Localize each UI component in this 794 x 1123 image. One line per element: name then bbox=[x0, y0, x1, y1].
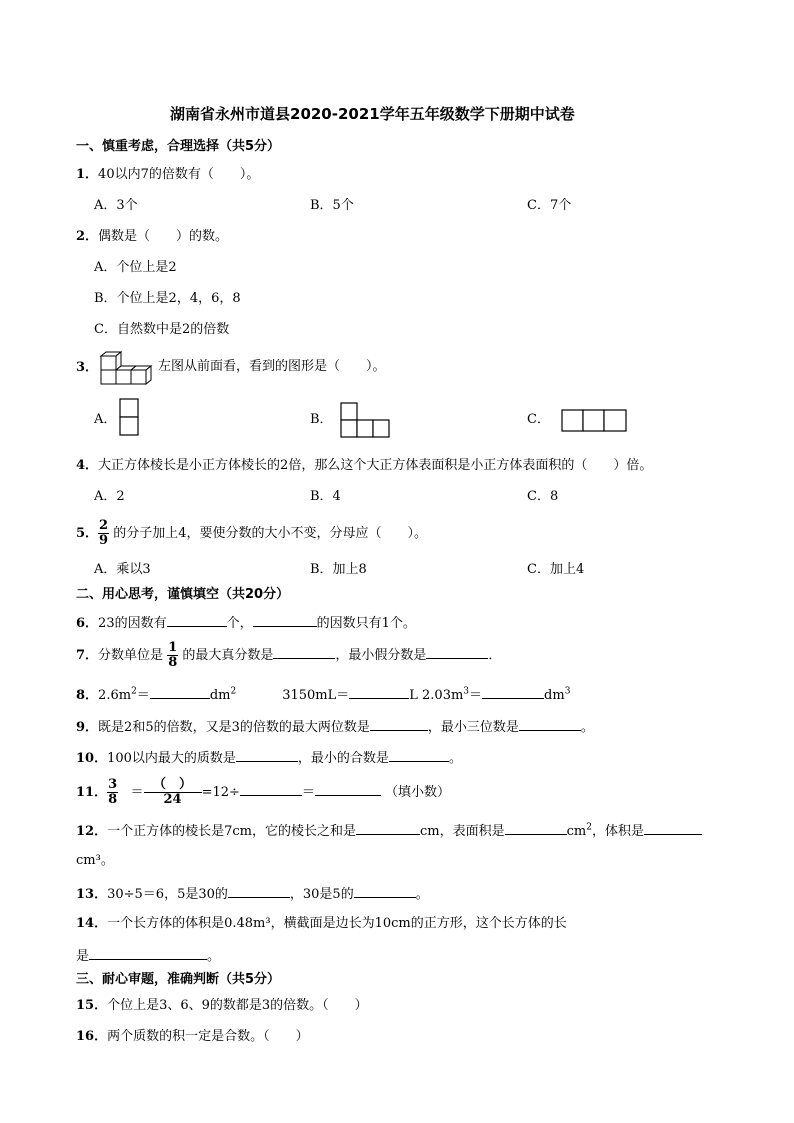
answer-blank[interactable] bbox=[167, 614, 227, 627]
answer-blank[interactable] bbox=[426, 646, 488, 659]
section-heading-1: 一、慎重考虑，合理选择（共5分） bbox=[76, 139, 281, 154]
question-5 bbox=[76, 516, 427, 552]
section-heading-3: 三、耐心审题，准确判断（共5分） bbox=[76, 972, 281, 987]
fraction-with-blank: $\frac{( )}{24}$ bbox=[144, 778, 202, 807]
question-number: 2． bbox=[76, 229, 99, 244]
q3-option-c-figure bbox=[561, 409, 629, 433]
answer-blank[interactable] bbox=[519, 718, 581, 731]
fraction: $\frac{2}{9}$ bbox=[99, 518, 109, 548]
question-3-text: 左图从前面看，看到的图形是（ ）。 bbox=[158, 359, 386, 374]
q4-option-c: C．8 bbox=[527, 489, 559, 504]
q3-option-b-label: B． bbox=[310, 412, 333, 427]
answer-blank[interactable] bbox=[273, 646, 335, 659]
q2-option-a: A．个位上是2 bbox=[94, 260, 177, 275]
q2-option-c: C．自然数中是2的倍数 bbox=[94, 322, 230, 337]
question-16: 16．两个质数的积一定是合数。（ ） bbox=[76, 1029, 309, 1044]
q5-option-a: A．乘以3 bbox=[94, 562, 151, 577]
q4-option-a: A．2 bbox=[94, 489, 125, 504]
section-heading-2: 二、用心思考，谨慎填空（共20分） bbox=[76, 587, 290, 602]
question-4 bbox=[76, 458, 652, 474]
q1-option-b: B．5个 bbox=[310, 198, 354, 213]
question-3-number: 3． bbox=[76, 360, 99, 375]
q5-option-c: C．加上4 bbox=[527, 562, 585, 577]
q3-option-a-figure bbox=[119, 398, 139, 438]
answer-blank[interactable] bbox=[644, 822, 702, 835]
answer-blank[interactable] bbox=[370, 718, 428, 731]
question-9: 9．既是2和5的倍数，又是3的倍数的最大两位数是 ，最小三位数是 。 bbox=[76, 720, 594, 735]
question-text: 偶数是（ ）的数。 bbox=[98, 229, 229, 244]
question-text: 的分子加上4，要使分数的大小不变，分母应（ ）。 bbox=[113, 526, 428, 541]
question-14-cont: 是 。 bbox=[76, 949, 221, 964]
q3-option-a-label: A． bbox=[94, 412, 117, 427]
answer-blank[interactable] bbox=[349, 686, 409, 699]
question-14: 14．一个长方体的体积是0.48m³，横截面是边长为10cm的正方形，这个长方体的长 bbox=[76, 916, 567, 931]
question-6: 6．23的因数有 个， 的因数只有1个。 bbox=[76, 616, 416, 631]
answer-blank[interactable] bbox=[240, 783, 302, 796]
question-text: 40以内7的倍数有（ ）。 bbox=[98, 167, 260, 182]
cube-figure bbox=[97, 351, 155, 385]
q2-option-b: B．个位上是2，4，6，8 bbox=[94, 291, 241, 306]
question-2 bbox=[76, 229, 228, 245]
answer-blank[interactable] bbox=[228, 885, 290, 898]
answer-blank[interactable] bbox=[253, 614, 317, 627]
q3-option-c-label: C． bbox=[527, 412, 550, 427]
answer-blank[interactable] bbox=[482, 686, 544, 699]
answer-blank[interactable] bbox=[354, 885, 416, 898]
question-12: 12．一个正方体的棱长是7cm，它的棱长之和是 cm，表面积是 $cm^2$，体积是 bbox=[76, 822, 702, 840]
answer-blank[interactable] bbox=[389, 749, 449, 762]
question-text: 大正方体棱长是小正方体棱长的2倍，那么这个大正方体表面积是小正方体表面积的（ ）倍。 bbox=[98, 458, 653, 473]
question-1 bbox=[76, 167, 259, 183]
question-12-cont: cm³。 bbox=[76, 853, 114, 868]
answer-blank[interactable] bbox=[236, 749, 298, 762]
question-15: 15．个位上是3、6、9的数都是3的倍数。（ ） bbox=[76, 998, 368, 1013]
q5-option-b: B．加上8 bbox=[310, 562, 367, 577]
q4-option-b: B．4 bbox=[310, 489, 341, 504]
q3-option-b-figure bbox=[340, 402, 392, 438]
question-10: 10．100以内最大的质数是 ，最小的合数是 。 bbox=[76, 751, 462, 766]
question-11: 11． $\frac{3}{8}$ ＝ $\frac{( )}{24}$ =12÷ ＝ （填小数） bbox=[76, 777, 451, 807]
answer-blank[interactable] bbox=[356, 822, 420, 835]
q1-option-c: C．7个 bbox=[527, 198, 572, 213]
question-7: 7．分数单位是 $\frac{1}{8}$ 的最大真分数是 ，最小假分数是 ． bbox=[76, 640, 502, 670]
question-number: 5． bbox=[76, 526, 99, 541]
answer-blank[interactable] bbox=[315, 783, 381, 796]
answer-blank[interactable] bbox=[150, 686, 210, 699]
question-number: 4． bbox=[76, 458, 99, 473]
question-8: 8．$2.6m^2= dm^2$ 3150mL＝ L $2.03m^3= dm^3$ bbox=[76, 686, 571, 703]
answer-blank[interactable] bbox=[89, 947, 207, 960]
fraction: $\frac{3}{8}$ bbox=[108, 777, 118, 807]
page-title: 湖南省永州市道县2020-2021学年五年级数学下册期中试卷 bbox=[170, 105, 575, 123]
question-number: 1． bbox=[76, 167, 99, 182]
q1-option-a: A．3个 bbox=[94, 198, 138, 213]
question-13: 13．30÷5＝6，5是30的 ，30是5的 。 bbox=[76, 887, 429, 902]
fraction: $\frac{1}{8}$ bbox=[168, 640, 178, 670]
answer-blank[interactable] bbox=[505, 822, 567, 835]
